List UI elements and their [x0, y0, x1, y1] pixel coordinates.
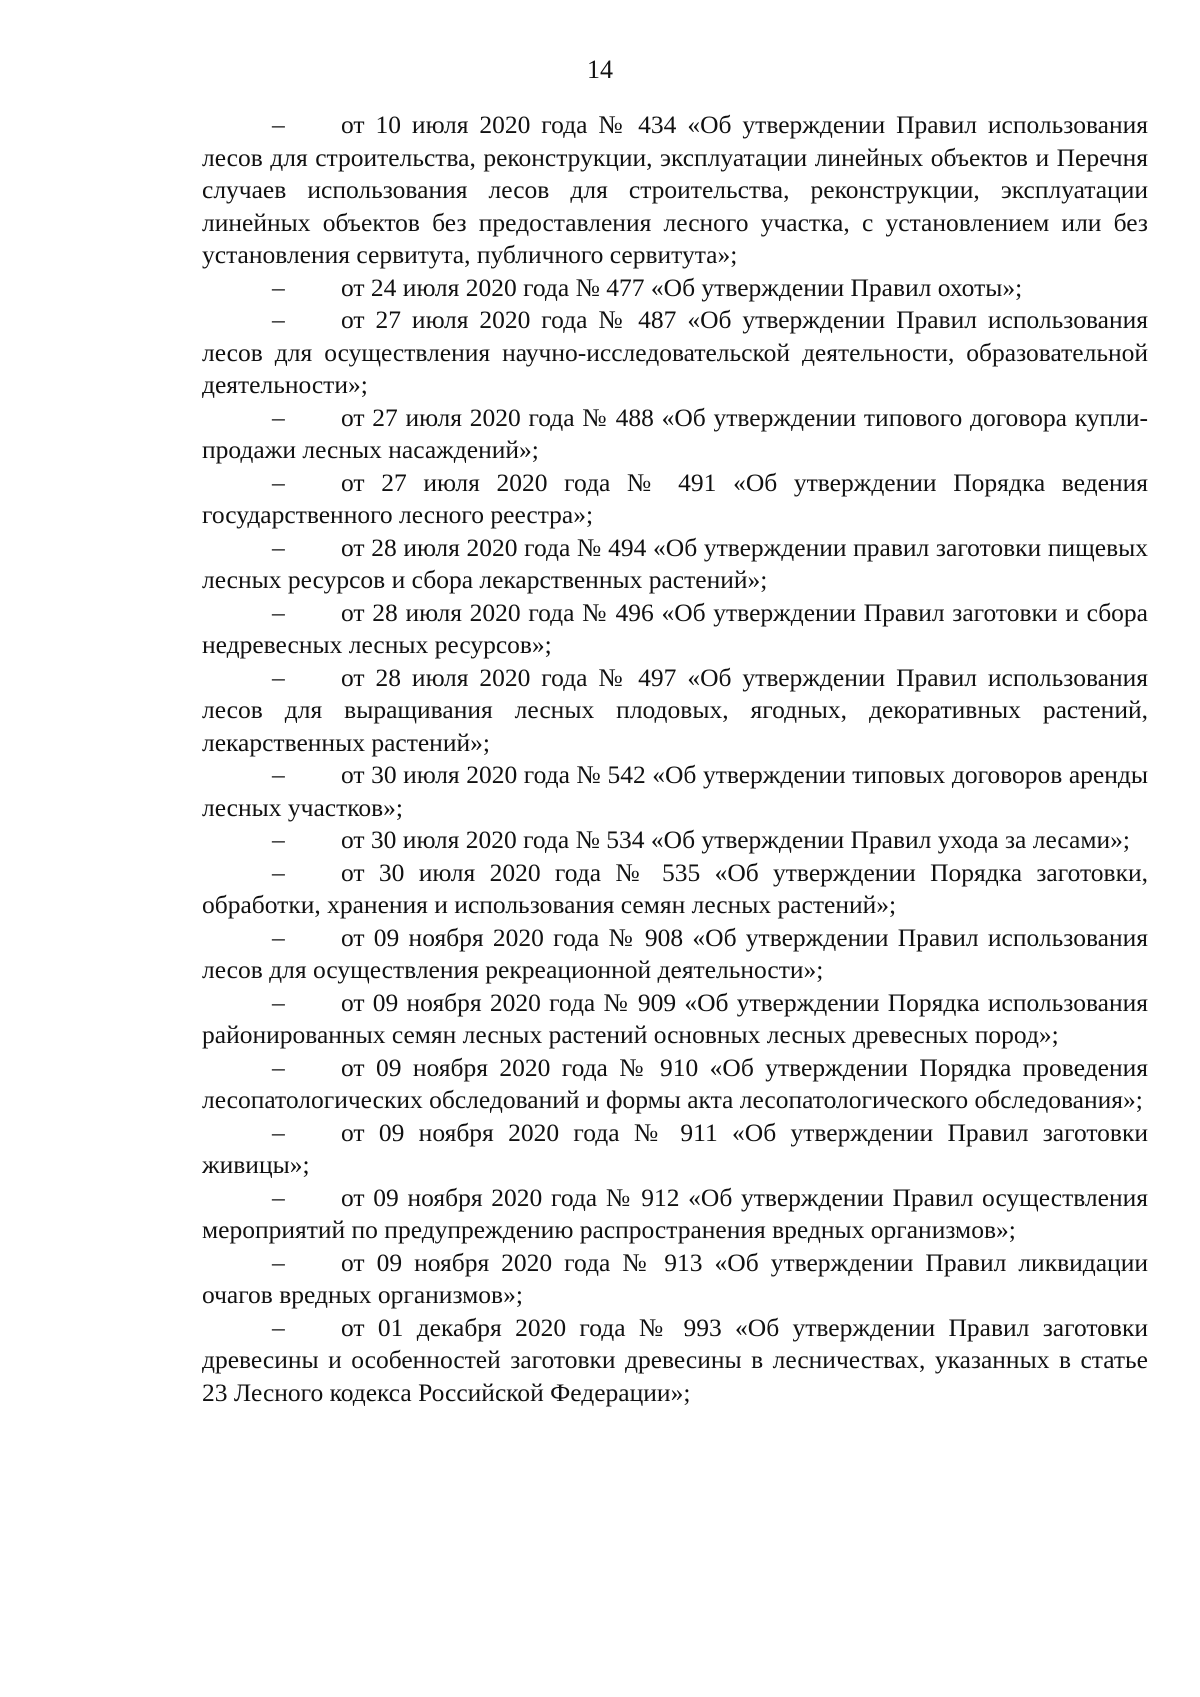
list-item-marker: –: [272, 1247, 285, 1277]
list-item-marker: –: [272, 922, 285, 952]
list-item: [202, 1247, 1148, 1312]
document-list: [202, 109, 1148, 1409]
list-item-marker: –: [272, 662, 285, 692]
list-item-text: от 09 ноября 2020 года № 913 «Об утверждении Правил ликвидации очагов вредных организмов»;: [202, 1247, 1148, 1309]
list-item: [202, 759, 1148, 824]
list-item-text: от 28 июля 2020 года № 497 «Об утверждении Правил использования лесов для выращивания лесных плодовых, ягодных, декоративных растений, лекарственных растений»;: [202, 662, 1148, 757]
list-item-marker: –: [272, 272, 285, 302]
list-item-marker: –: [272, 1052, 285, 1082]
list-item: [202, 824, 1148, 857]
list-item: [202, 922, 1148, 987]
list-item-marker: –: [272, 1312, 285, 1342]
list-item-text: от 28 июля 2020 года № 496 «Об утверждении Правил заготовки и сбора недревесных лесных ресурсов»;: [202, 597, 1148, 659]
list-item-text: от 09 ноября 2020 года № 910 «Об утверждении Порядка проведения лесопатологических обследований и формы акта лесопатологического обследования»;: [202, 1052, 1148, 1114]
list-item-text: от 27 июля 2020 года № 488 «Об утверждении типового договора купли-продажи лесных насаждений»;: [202, 402, 1148, 464]
list-item-marker: –: [272, 532, 285, 562]
list-item-text: от 09 ноября 2020 года № 908 «Об утверждении Правил использования лесов для осуществления рекреационной деятельности»;: [202, 922, 1148, 984]
list-item-marker: –: [272, 110, 285, 139]
list-item: [202, 857, 1148, 922]
list-item-marker: –: [272, 402, 285, 432]
list-item-text: от 30 июля 2020 года № 542 «Об утверждении типовых договоров аренды лесных участков»;: [202, 760, 1148, 822]
list-item: [202, 272, 1148, 305]
list-item-text: от 30 июля 2020 года № 534 «Об утверждении Правил ухода за лесами»;: [341, 825, 1130, 854]
list-item-text: от 24 июля 2020 года № 477 «Об утверждении Правил охоты»;: [341, 272, 1023, 302]
list-item: [202, 109, 1148, 272]
list-item: [202, 467, 1148, 532]
list-item-text: от 09 ноября 2020 года № 909 «Об утверждении Порядка использования районированных семян лесных растений основных лесных древесных пород»;: [202, 987, 1148, 1049]
list-item: [202, 402, 1148, 467]
list-item: [202, 1052, 1148, 1117]
list-item-text: от 27 июля 2020 года № 487 «Об утверждении Правил использования лесов для осуществления научно-исследовательской деятельности, образовательной деятельности»;: [202, 305, 1148, 399]
list-item-marker: –: [272, 857, 285, 887]
list-item-text: от 09 ноября 2020 года № 911 «Об утверждении Правил заготовки живицы»;: [202, 1117, 1148, 1179]
list-item-marker: –: [272, 987, 285, 1017]
list-item-text: от 28 июля 2020 года № 494 «Об утверждении правил заготовки пищевых лесных ресурсов и сбора лекарственных растений»;: [202, 532, 1148, 594]
list-item-text: от 10 июля 2020 года № 434 «Об утверждении Правил использования лесов для строительства, реконструкции, эксплуатации линейных объектов и Перечня случаев использования лесов для строительства, реконструкции, эксплуатации линейных объектов без предоставления лесного участка, с установлением или без установления сервитута, публичного сервитута»;: [202, 110, 1148, 269]
list-item: [202, 1117, 1148, 1182]
list-item-marker: –: [272, 760, 285, 789]
list-item-text: от 09 ноября 2020 года № 912 «Об утверждении Правил осуществления мероприятий по предупреждению распространения вредных организмов»;: [202, 1182, 1148, 1244]
list-item-marker: –: [272, 597, 285, 627]
list-item-marker: –: [272, 305, 285, 334]
list-item-marker: –: [272, 825, 285, 854]
list-item-marker: –: [272, 467, 285, 497]
list-item-marker: –: [272, 1117, 285, 1147]
list-item: [202, 1182, 1148, 1247]
page-number: 14: [587, 55, 613, 84]
list-item-marker: –: [272, 1182, 285, 1212]
list-item-text: от 01 декабря 2020 года № 993 «Об утверждении Правил заготовки древесины и особенностей заготовки древесины в лесничествах, указанных в статье 23 Лесного кодекса Российской Федерации»;: [202, 1312, 1148, 1407]
list-item-text: от 27 июля 2020 года № 491 «Об утверждении Порядка ведения государственного лесного реестра»;: [202, 467, 1148, 529]
list-item: [202, 532, 1148, 597]
list-item: [202, 304, 1148, 402]
list-item: [202, 597, 1148, 662]
list-item-text: от 30 июля 2020 года № 535 «Об утверждении Порядка заготовки, обработки, хранения и использования семян лесных растений»;: [202, 857, 1148, 919]
list-item: [202, 662, 1148, 760]
list-item: [202, 987, 1148, 1052]
list-item: [202, 1312, 1148, 1410]
